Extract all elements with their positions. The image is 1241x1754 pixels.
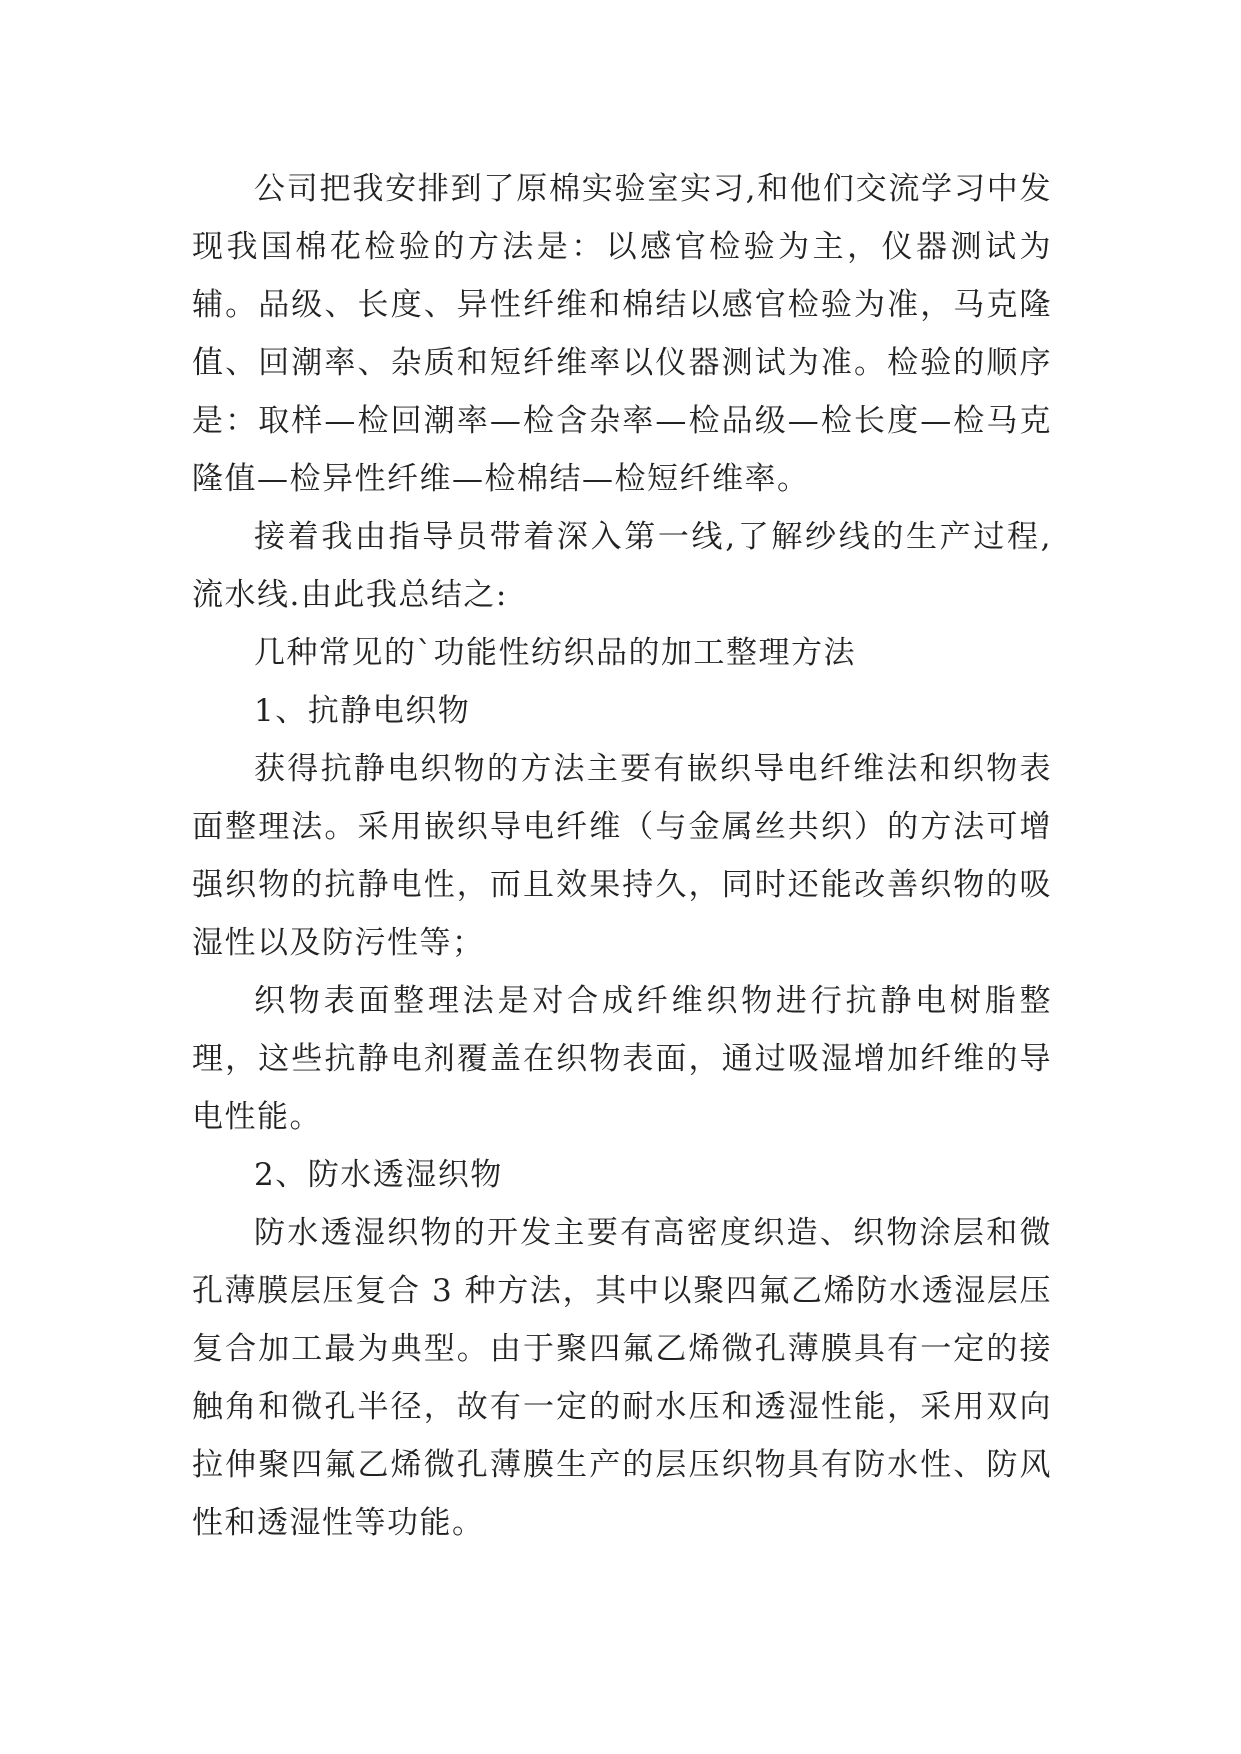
paragraph-antistatic-methods: 获得抗静电织物的方法主要有嵌织导电纤维法和织物表面整理法。采用嵌织导电纤维（与金属丝共织）的方法可增强织物的抗静电性，而且效果持久，同时还能改善织物的吸湿性以及防污性等； xyxy=(192,751,1052,961)
section-heading-finishing-methods: 几种常见的`功能性纺织品的加工整理方法 xyxy=(254,635,856,671)
paragraph-production-line: 接着我由指导员带着深入第一线,了解纱线的生产过程,流水线.由此我总结之: xyxy=(192,519,1052,613)
heading-waterproof-breathable-fabric: 2、防水透湿织物 xyxy=(254,1157,503,1193)
paragraph-waterproof-methods: 防水透湿织物的开发主要有高密度织造、织物涂层和微孔薄膜层压复合 3 种方法，其中以聚四氟乙烯防水透湿层压复合加工最为典型。由于聚四氟乙烯微孔薄膜具有一定的接触角和微孔半径，故有一定的耐水压和透湿性能，采用双向拉伸聚四氟乙烯微孔薄膜生产的层压织物具有防水性、防风性和透湿性等功能。 xyxy=(192,1215,1052,1541)
document-page xyxy=(192,160,1052,1552)
heading-antistatic-fabric: 1、抗静电织物 xyxy=(254,693,471,729)
paragraph-cotton-inspection: 公司把我安排到了原棉实验室实习,和他们交流学习中发现我国棉花检验的方法是：以感官检验为主，仪器测试为辅。品级、长度、异性纤维和棉结以感官检验为准，马克隆值、回潮率、杂质和短纤维率以仪器测试为准。检验的顺序是：取样—检回潮率—检含杂率—检品级—检长度—检马克隆值—检异性纤维—检棉结—检短纤维率。 xyxy=(192,171,1052,497)
paragraph-surface-finishing: 织物表面整理法是对合成纤维织物进行抗静电树脂整理，这些抗静电剂覆盖在织物表面，通过吸湿增加纤维的导电性能。 xyxy=(192,983,1052,1135)
